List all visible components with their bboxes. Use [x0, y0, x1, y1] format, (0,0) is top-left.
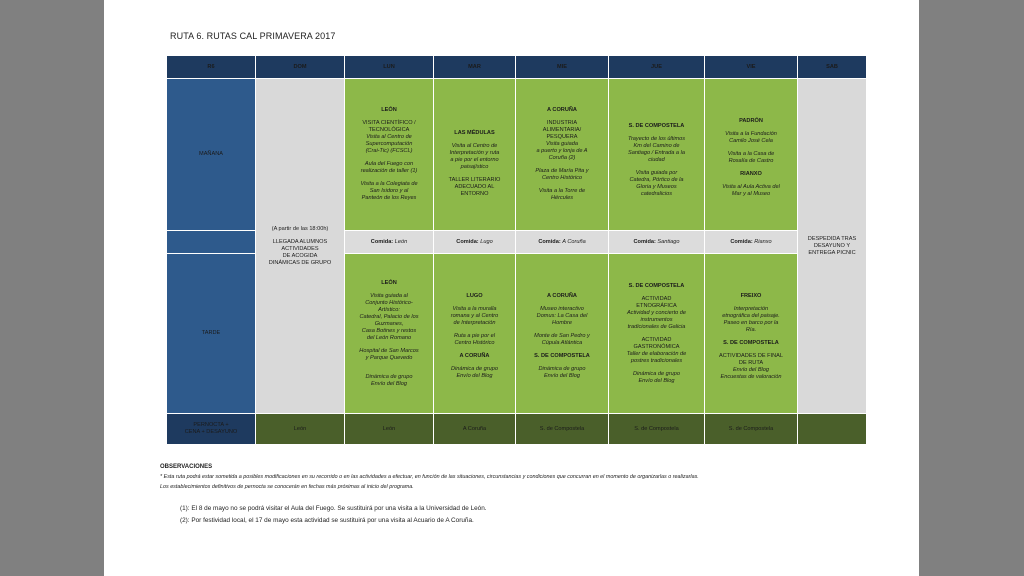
header-mar: MAR — [434, 56, 516, 79]
manana-jue: S. DE COMPOSTELA Trayecto de los últimos Km del Camino de Santiago / Entrada a la ciudad Visita guiada por Catedra, Pórtico de la Gloria y Museos catedralicios — [609, 79, 705, 231]
tarde-mar: LUGO Visita a la muralla romana y al Centro de Interpretación Ruta a pie por el Centro Histórico A CORUÑA Dinámica de grupo Envío del Blog — [434, 254, 516, 414]
row-label-manana: MAÑANA — [167, 79, 256, 231]
pernocta-jue: S. de Compostela — [609, 414, 705, 445]
sab-cell: DESPEDIDA TRAS DESAYUNO Y ENTREGA PICNIC — [798, 79, 867, 414]
observaciones-line-1: * Esta ruta podrá estar sometida a posibles modificaciones en su recorrido o en las actividades a efectuar, en función de las situaciones, circunstancias y condiciones que concurran en el momento de organizarlas o realizarlas. — [160, 474, 699, 480]
observaciones-heading: OBSERVACIONES — [160, 464, 213, 470]
manana-row — [167, 79, 867, 231]
dom-cell: (A partir de las 18:00h) LLEGADA ALUMNOS ACTIVIDADES DE ACOGIDA DINÁMICAS DE GRUPO — [256, 79, 345, 414]
header-dom: DOM — [256, 56, 345, 79]
header-r6: R6 — [167, 56, 256, 79]
comida-jue: Comida: Santiago — [609, 231, 705, 254]
footnote-2: (2): Por festividad local, el 17 de mayo esta actividad se sustituirá por una visita al Acuario de A Coruña. — [180, 517, 474, 524]
document-page — [104, 0, 919, 576]
header-vie: VIE — [705, 56, 798, 79]
tarde-vie: FREIXO Interpretación etnográfica del paisaje. Paseo en barco por la Ría. S. DE COMPOSTELA ACTIVIDADES DE FINAL DE RUTA Envío del Blog Encuestas de valoración — [705, 254, 798, 414]
header-lun: LUN — [345, 56, 434, 79]
footnotes — [180, 503, 487, 527]
manana-vie: PADRÓN Visita a la Fundación Camilo José Cela Visita a la Casa de Rosalía de Castro RIANXO Visita al Aula Activa del Mar y al Museo — [705, 79, 798, 231]
header-jue: JUE — [609, 56, 705, 79]
observaciones — [160, 462, 699, 492]
row-label-tarde: TARDE — [167, 254, 256, 414]
manana-mar: LAS MÉDULAS Visita al Centro de Interpretación y ruta a pie por el entorno paisajístico TALLER LITERARIO ADECUADO AL ENTORNO — [434, 79, 516, 231]
pernocta-lun: León — [345, 414, 434, 445]
header-row — [167, 56, 867, 79]
manana-lun: LEÓN VISITA CIENTÍFICO / TECNOLÓGICA Visita al Centro de Supercomputación (Crai-Tic) (FCSCL) Aula del Fuego con realización de taller (1) Visita a la Colegiata de San Isidoro y al Panteón de los Reyes — [345, 79, 434, 231]
comida-mie: Comida: A Coruña — [516, 231, 609, 254]
header-mie: MIE — [516, 56, 609, 79]
footnote-1: (1): El 8 de mayo no se podrá visitar el Aula del Fuego. Se sustituirá por una visita a la Universidad de León. — [180, 505, 487, 512]
pernocta-mar: A Coruña — [434, 414, 516, 445]
document-title: RUTA 6. RUTAS CAL PRIMAVERA 2017 — [170, 31, 336, 41]
schedule-table — [166, 55, 867, 445]
row-label-blank — [167, 231, 256, 254]
manana-mie: A CORUÑA INDUSTRIA ALIMENTARIA/ PESQUERA Visita guiada a puerto y lonja de A Coruña (2) Plaza de María Pita y Centro Histórico Visita a la Torre de Hércules — [516, 79, 609, 231]
pernocta-dom: León — [256, 414, 345, 445]
tarde-lun: LEÓN Visita guiada al Conjunto Histórico- Artístico: Catedral, Palacio de los Guzmanes, Casa Botines y restos del León Romano Hospital de San Marcos y Parque Quevedo Dinámica de grupo Envío del Blog — [345, 254, 434, 414]
comida-lun: Comida: León — [345, 231, 434, 254]
pernocta-mie: S. de Compostela — [516, 414, 609, 445]
tarde-mie: A CORUÑA Museo interactivo Domus: La Casa del Hombre Monte de San Pedro y Cúpula Atlántica S. DE COMPOSTELA Dinámica de grupo Envío del Blog — [516, 254, 609, 414]
pernocta-row — [167, 414, 867, 445]
row-label-pernocta: PERNOCTA + CENA + DESAYUNO — [167, 414, 256, 445]
comida-mar: Comida: Lugo — [434, 231, 516, 254]
comida-vie: Comida: Rianxo — [705, 231, 798, 254]
pernocta-vie: S. de Compostela — [705, 414, 798, 445]
header-sab: SAB — [798, 56, 867, 79]
pernocta-sab — [798, 414, 867, 445]
observaciones-line-2: Los establecimientos definitivos de pernocta se conocerán en fechas más próximas al inicio del programa. — [160, 484, 414, 490]
tarde-jue: S. DE COMPOSTELA ACTIVIDAD ETNOGRÁFICA Actividad y concierto de instrumentos tradicionales de Galicia ACTIVIDAD GASTRONÓMICA Taller de elaboración de postres tradicionales Dinámica de grupo Envío del Blog — [609, 254, 705, 414]
